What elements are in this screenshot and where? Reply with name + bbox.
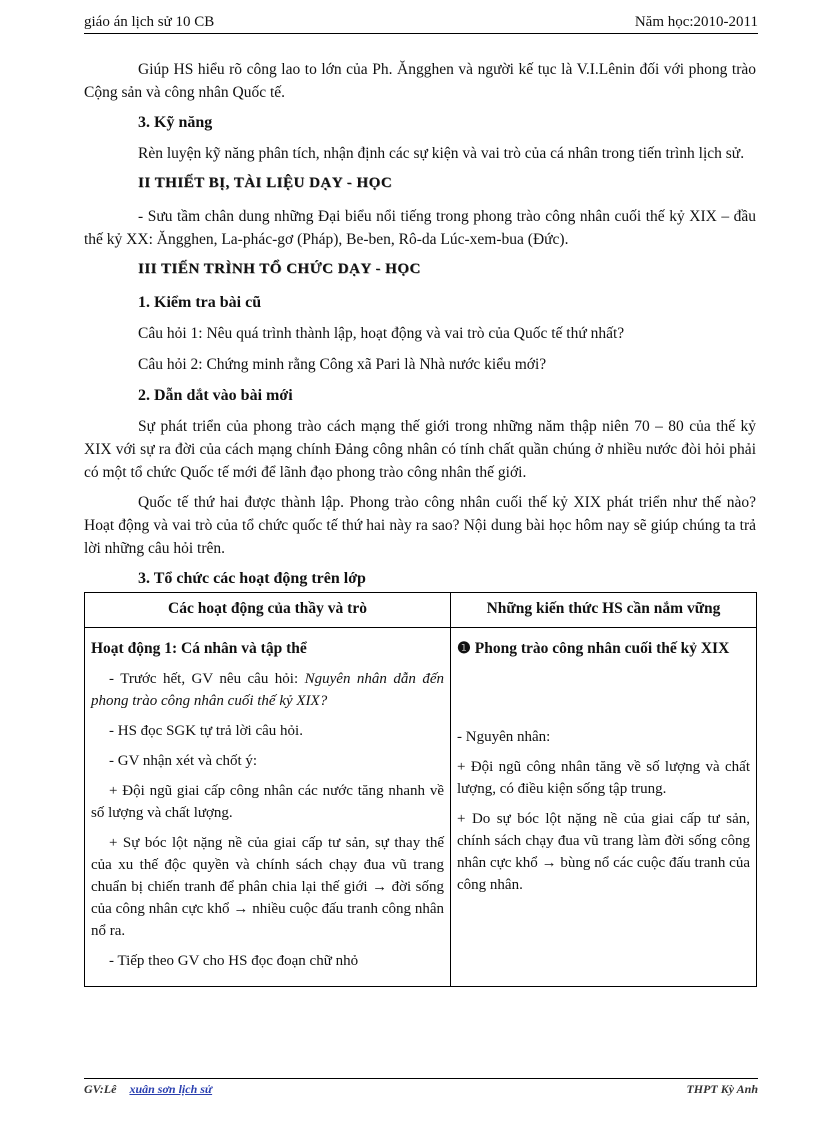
activities-table [84, 592, 757, 987]
table-row [85, 628, 757, 987]
bullet-one-icon: ❶ [457, 640, 471, 657]
process-heading: III TIẾN TRÌNH TỔ CHỨC DẠY - HỌC [138, 261, 421, 277]
activities-cell [85, 628, 451, 987]
knowledge-item: - Nguyên nhân: [457, 729, 551, 745]
col-activities-header: Các hoạt động của thầy và trò [85, 593, 451, 628]
activity-item: - GV nhận xét và chốt ý: [109, 753, 258, 769]
lead-heading: 2. Dẫn dắt vào bài mới [138, 387, 293, 404]
activity-item: - Tiếp theo GV cho HS đọc đoạn chữ nhỏ [109, 953, 359, 969]
footer-link[interactable]: xuân sơn lịch sử [129, 1082, 213, 1096]
knowledge-cell [451, 628, 757, 987]
footer-author: GV:Lê [84, 1082, 117, 1096]
organize-heading: 3. Tổ chức các hoạt động trên lớp [138, 570, 366, 587]
col-knowledge-header: Những kiến thức HS cần nắm vững [451, 593, 757, 628]
knowledge-title-text: Phong trào công nhân cuối thế kỷ XIX [474, 640, 730, 657]
skills-heading: 3. Kỹ năng [138, 114, 213, 131]
header-left: giáo án lịch sử 10 CB [84, 14, 215, 30]
page-footer [84, 1078, 758, 1102]
question-1: Câu hỏi 1: Nêu quá trình thành lập, hoạt động và vai trò của Quốc tế thứ nhất? [138, 325, 625, 342]
footer-left [84, 1082, 212, 1097]
skills-paragraph: Rèn luyện kỹ năng phân tích, nhận định các sự kiện và vai trò của cá nhân trong tiến trình lịch sử. [138, 145, 745, 162]
activity-item [91, 668, 444, 712]
activity-item: - HS đọc SGK tự trả lời câu hỏi. [109, 723, 303, 739]
knowledge-item: + Đội ngũ công nhân tăng về số lượng và chất lượng, có điều kiện sống tập trung. [457, 759, 750, 797]
table-header-row [85, 593, 757, 628]
check-heading: 1. Kiểm tra bài cũ [138, 294, 262, 311]
footer-right: THPT Kỳ Anh [686, 1082, 758, 1096]
activity-item: + Đội ngũ giai cấp công nhân các nước tăng nhanh về số lượng và chất lượng. [91, 783, 444, 821]
header-right: Năm học:2010-2011 [634, 14, 758, 30]
intro-paragraph: Giúp HS hiểu rõ công lao to lớn của Ph. Ăngghen và người kế tục là V.I.Lênin đối với phong trào Cộng sản và công nhân Quốc tế. [84, 61, 756, 101]
activity-question: Nguyên nhân dẫn đến phong trào công nhân cuối thế kỷ XIX? [91, 671, 444, 709]
knowledge-title [457, 638, 750, 660]
document-body [84, 58, 756, 987]
activity-question-prefix: - Trước hết, GV nêu câu hỏi: [109, 671, 305, 687]
page-header [84, 8, 758, 34]
lead-paragraph-1: Sự phát triển của phong trào cách mạng thế giới trong những năm thập niên 70 – 80 của thế kỷ XIX với sự ra đời của cách mạng chính Đảng công nhân có tính chất quần chúng ở nhiều nước đòi hỏi phải có một tổ chức Quốc tế mới để lãnh đạo phong trào công nhân thế giới. [84, 418, 756, 481]
equipment-heading: II THIẾT BỊ, TÀI LIỆU DẠY - HỌC [138, 175, 393, 191]
activity-title: Hoạt động 1: Cá nhân và tập thể [91, 640, 307, 657]
activity-item: + Sự bóc lột nặng nề của giai cấp tư sản, sự thay thế của xu thế độc quyền và chính sách chạy đua vũ trang chuẩn bị chiến tranh để phân chia lại thế giới → đời sống của công nhân cực khổ → nhiều cuộc đấu tranh công nhân nổ ra. [91, 835, 444, 939]
knowledge-item: + Do sự bóc lột nặng nề của giai cấp tư sản, chính sách chạy đua vũ trang làm đời sống công nhân cực khổ → bùng nổ các cuộc đấu tranh của công nhân. [457, 811, 750, 893]
equipment-paragraph: - Sưu tầm chân dung những Đại biểu nổi tiếng trong phong trào công nhân cuối thế kỷ XIX – đầu thế kỷ XX: Ăngghen, La-phác-gơ (Pháp), Be-ben, Rô-da Lúc-xem-bua (Đức). [84, 208, 756, 248]
lead-paragraph-2: Quốc tế thứ hai được thành lập. Phong trào công nhân cuối thế kỷ XIX phát triển như thế nào? Hoạt động và vai trò của tổ chức quốc tế thứ hai này ra sao? Nội dung bài học hôm nay sẽ giúp chúng ta trả lời những câu hỏi trên. [84, 494, 756, 557]
question-2: Câu hỏi 2: Chứng minh rằng Công xã Pari là Nhà nước kiểu mới? [138, 356, 547, 373]
